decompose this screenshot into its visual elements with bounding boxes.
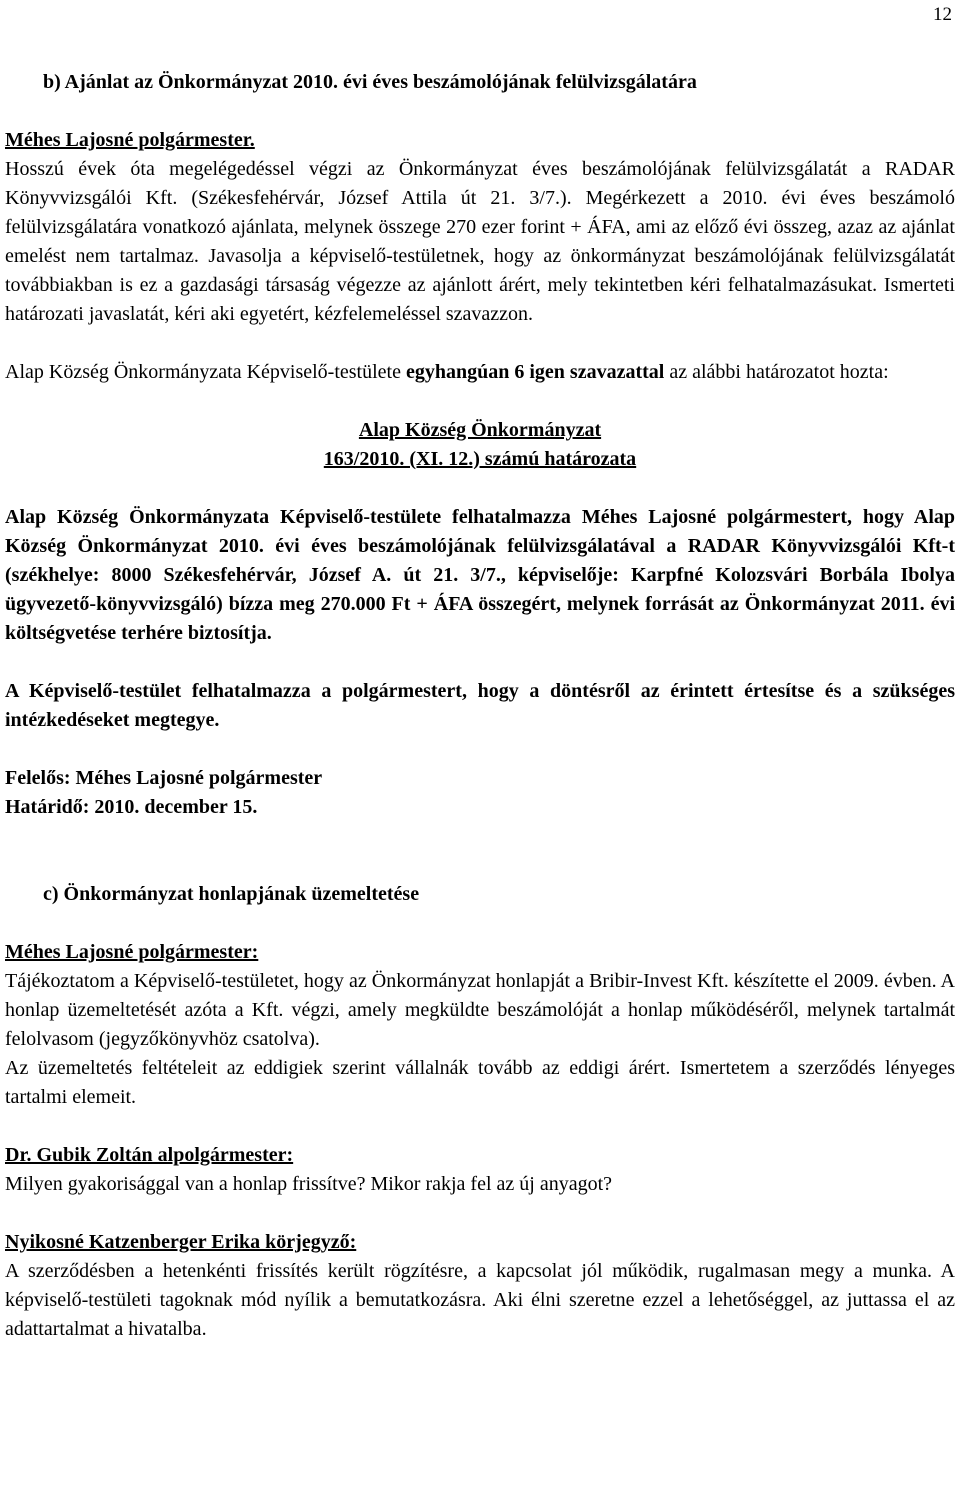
deadline: Határidő: 2010. december 15.	[5, 796, 258, 818]
speaker-mayor: Méhes Lajosné polgármester.	[5, 129, 255, 151]
resolution-text: Alap Község Önkormányzata Képviselő-testülete felhatalmazza Méhes Lajosné polgármestert, hogy Alap Község Önkormányzat 2010. évi éves beszámolójának felülvizsgálatával a RADAR Könyvvizsgálói Kft-t (székhelye: 8000 Székesfehérvár, József A. út 21. 3/7., képviselője: Karpfné Kolozsvári Borbála Ibolya ügyvezető-könyvvizsgáló) bízza meg 270.000 Ft + ÁFA összegért, melynek forrását az Önkormányzat 2011. évi költségvetése terhére biztosítja.	[5, 506, 955, 644]
resolution-text-2: A Képviselő-testület felhatalmazza a polgármestert, hogy a döntésről az érintett értesítse és a szükséges intézkedéseket megtegye.	[5, 680, 955, 731]
resolution-title-1: Alap Község Önkormányzat	[358, 419, 602, 441]
section-c-heading: c) Önkormányzat honlapjának üzemeltetése	[43, 883, 420, 905]
section-c-text-3: Milyen gyakorisággal van a honlap frissítve? Mikor rakja fel az új anyagot?	[5, 1173, 613, 1195]
section-c-text-1: Tájékoztatom a Képviselő-testületet, hogy az Önkormányzat honlapját a Bribir-Invest Kft. készítette el 2009. évben. A honlap üzemeltetését azóta a Kft. végzi, amely megküldte beszámolóját a honlap működéséről, melynek tartalmát felolvasom (jegyzőkönyvhöz csatolva).	[5, 970, 955, 1050]
responsible: Felelős: Méhes Lajosné polgármester	[5, 767, 323, 789]
document-body	[5, 68, 955, 1344]
section-b-paragraph: Hosszú évek óta megelégedéssel végzi az Önkormányzat éves beszámolójának felülvizsgálatát a RADAR Könyvvizsgálói Kft. (Székesfehérvár, József Attila út 21. 3/7.). Megérkezett a 2010. évi éves beszámoló felülvizsgálatára vonatkozó ajánlata, melynek összege 270 ezer forint + ÁFA, ami az előző évi összeg, azaz az ajánlat emelést nem tartalmaz. Javasolja a képviselő-testületnek, hogy az önkormányzat beszámolójának felülvizsgálatát továbbiakban is ez a gazdasági társaság végezze az ajánlott árért, mely tekintetben kéri felhatalmazásukat. Ismerteti határozati javaslatát, kéri aki egyetért, kézfelemeléssel szavazzon.	[5, 158, 955, 325]
section-c-text-2: Az üzemeltetés feltételeit az eddigiek szerint vállalnák tovább az eddigi árért. Ismertetem a szerződés lényeges tartalmi elemeit.	[5, 1057, 955, 1108]
section-b-heading: b) Ajánlat az Önkormányzat 2010. évi éves beszámolójának felülvizsgálatára	[43, 71, 697, 93]
vote-statement: Alap Község Önkormányzata Képviselő-testülete egyhangúan 6 igen szavazattal az alábbi határozatot hozta:	[5, 361, 889, 383]
speaker-deputy-mayor: Dr. Gubik Zoltán alpolgármester:	[5, 1144, 294, 1166]
page-number: 12	[933, 4, 952, 25]
speaker-notary: Nyikosné Katzenberger Erika körjegyző:	[5, 1231, 357, 1253]
section-c-text-4: A szerződésben a hetenkénti frissítés került rögzítésre, a kapcsolat jól működik, rugalmasan megy a munka. A képviselő-testületi tagoknak mód nyílik a bemutatkozásra. Aki élni szeretne ezzel a lehetőséggel, az juttassa el az adattartalmat a hivatalba.	[5, 1260, 955, 1340]
speaker-mayor-2: Méhes Lajosné polgármester:	[5, 941, 259, 963]
resolution-title-2: 163/2010. (XI. 12.) számú határozata	[323, 448, 637, 470]
